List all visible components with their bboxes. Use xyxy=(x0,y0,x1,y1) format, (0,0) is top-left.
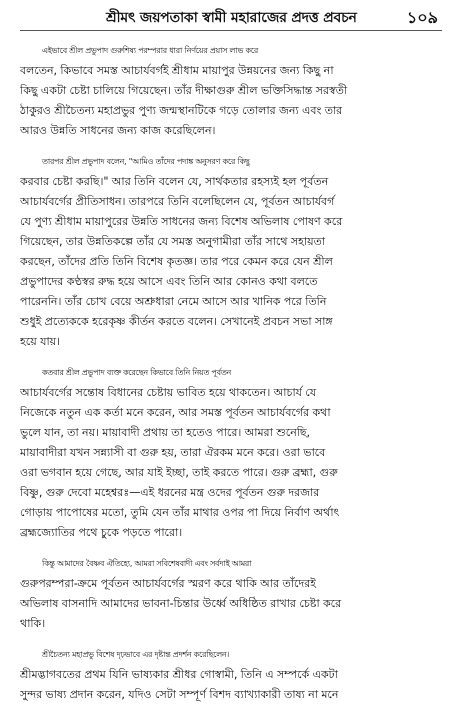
text-line: শ্রীমদ্ভাগবতের প্রথম যিনি ভাষ্যকার শ্রীধর গোস্বামী, তিনি এ সম্পর্কে একটা xyxy=(20,668,338,681)
paragraph xyxy=(20,363,442,543)
text-line: ব্রহ্মজ্যোতির পথে চুকে পড়তে পারো। xyxy=(20,526,183,539)
text-line: আচার্যবর্গের প্রীতিসাধন। তারপরে তিনি বলেছিলেন যে, পূর্বতন আচার্যবর্গ xyxy=(20,195,335,208)
text-line: ঠাকুরও শ্রীচৈতন্য মহাপ্রভুর পুণ্য জন্মস্থানটিকে গড়ে তোলার জন্য এবং তার xyxy=(20,104,343,117)
text-line: শ্রীচৈতন্য মহাপ্রভু বিশেষ দৃঢ়ভাবে এর দৃষ্টান্ত প্রদর্শন করেছিলেন। xyxy=(42,650,230,659)
text-line: গুরুপরম্পরা-ক্রমে পূর্বতন আচার্যবর্গের স্মরণ করে থাকি আর তাঁদেরই xyxy=(20,577,316,590)
text-line: থাকি। xyxy=(20,617,46,630)
text-line: অভিলাষ বাসনাদি আমাদের ভাবনা-চিন্তার উর্ধ্বে অধিষ্ঠিত রাখার চেষ্টা করে xyxy=(20,597,342,610)
page-number: ১০৯ xyxy=(406,8,438,27)
text-line: করছেন, তাঁদের প্রতি তিনি বিশেষ কৃতজ্ঞ। তার পরে কেমন করে যেন শ্রীল xyxy=(20,255,333,268)
text-line: তারপর শ্রীল প্রভুপাদ বলেন, "আমিও তাঁদের পদাঙ্ক অনুসরণ করে কিছু xyxy=(42,157,250,166)
text-line: ভুলে যান, তা নয়। মায়াবাদী প্রথায় তা হতেও পারে। আমরা শুনেছি, xyxy=(20,426,310,439)
text-line: যে পুণ্য শ্রীধাম মায়াপুরের উন্নতি সাধনের জন্য বিশেষ অভিলাষ পোষণ করে xyxy=(20,215,343,228)
text-line: সুন্দর ভাষ্য প্রদান করেন, যদিও সেটা সম্পূর্ণ বিশদ ব্যাখ্যাকারী তাষ্য না মনে xyxy=(20,688,339,701)
text-line: বিষ্ণু, গুরু দেবো মহেশ্বরঃ—এই ধরনের মন্ত্র ওদের পূর্বতন গুরু দরজার xyxy=(20,486,320,499)
text-line: কতবার শ্রীল প্রভুপাদ ব্যক্ত করেছেন কিভাবে তিনি নিয়ত পূর্বতন xyxy=(42,368,232,377)
paragraph xyxy=(20,41,442,141)
text-line: করবার চেষ্টা করছি।" আর তিনি বলেন যে, সার্থকতার রহস্যই হল পূর্বতন xyxy=(20,175,329,188)
text-line: ওরা ভগবান হয়ে গেছে, আর যাই ইচ্ছা, তাই করতে পারে। গুরু ব্রহ্মা, গুরু xyxy=(20,466,338,479)
text-line: কিছু একটা চেষ্টা চালিয়ে গিয়েছেন। তাঁর দীক্ষাগুরু শ্রীল ভক্তিসিদ্ধান্ত সরস্বতী xyxy=(20,84,348,97)
page-header xyxy=(20,0,442,31)
text-line: শুধুই প্রত্যেককে হরেকৃষ্ণ কীর্তন করতে বলেন। সেখানেই প্রবচন সভা সাঙ্গ xyxy=(20,315,333,328)
text-line: আচার্যবর্গের সন্তোষ বিধানের চেষ্টায় ভাবিত হয়ে থাকতেন। আচার্য যে xyxy=(20,386,317,399)
paragraph xyxy=(20,554,442,634)
running-head: শ্রীমৎ জয়পতাকা স্বামী মহারাজের প্রদত্ত প্রবচন xyxy=(106,10,357,26)
paragraph xyxy=(20,152,442,352)
text-line: এইভাবে শ্রীল প্রভুপাদ গুরুশিষ্য পরম্পরার ধারা নির্ণয়ের প্রয়াস লাভ করে xyxy=(42,46,259,55)
text-line: হয়ে যায়। xyxy=(20,335,60,348)
text-line: গোড়ায় পাপোষের মতো, তুমি যেন তাঁর মাথার ওপর পা দিয়ে নির্বাণ অর্থাৎ xyxy=(20,506,340,519)
text-line: গিয়েছেন, তার উন্নতিকল্পে তাঁর যে সমস্ত অনুগামীরা তাঁর সাথে সহায়তা xyxy=(20,235,326,248)
text-line: আরও উন্নতি সাধনের জন্য কাজ করেছিলেন। xyxy=(20,124,216,137)
text-line: বলতেন, কিভাবে সমস্ত আচার্যবর্গই শ্রীধাম মায়াপুর উন্নয়নের জন্য কিছু না xyxy=(20,64,334,77)
text-line: কিন্তু আমাদের বৈষ্ণব ঐতিহ্যে, আমরা সবিশেষবাদী এবং সর্বদাই আমরা xyxy=(42,559,252,568)
text-line: পারেননি। তাঁর চোখ বেয়ে অশ্রুধারা নেমে আসে আর খানিক পরে তিনি xyxy=(20,295,327,308)
text-line: প্রভুপাদের কণ্ঠস্বর রুদ্ধ হয়ে আসে এবং তিনি আর কোনও কথা বলতে xyxy=(20,275,318,288)
text-line: নিজেকে নতুন এক কর্তা মনে করেন, আর সমস্ত পূর্বতন আচার্যবর্গের কথা xyxy=(20,406,331,419)
paragraph xyxy=(20,645,442,705)
page-body xyxy=(20,31,442,705)
text-line: মায়াবাদীরা যখন সন্ন্যাসী বা গুরু হয়, তারা ঐরকম মনে করে। ওরা ভাবে xyxy=(20,446,326,459)
